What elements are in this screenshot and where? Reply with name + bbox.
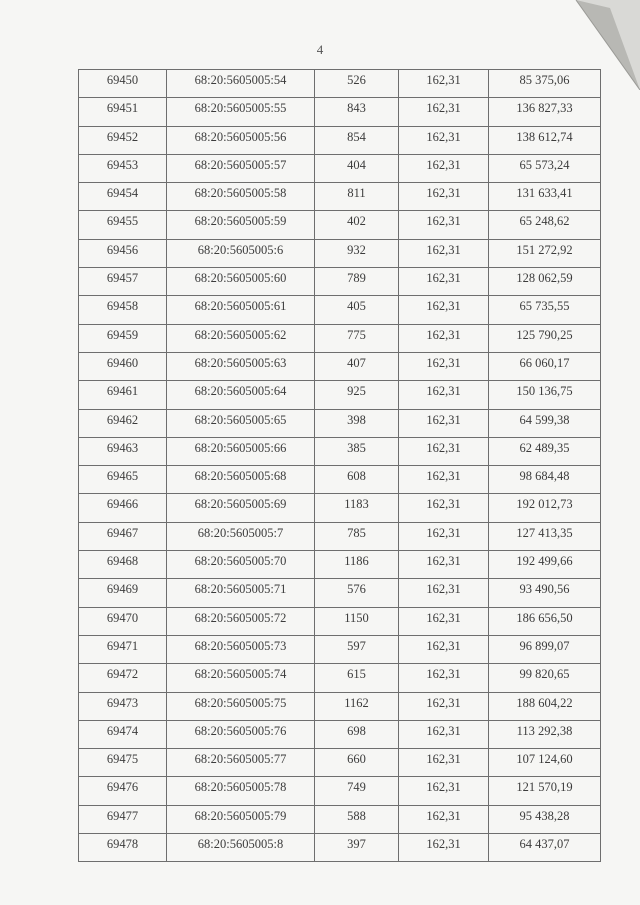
rate-cell: 162,31 (399, 98, 489, 126)
area-cell: 615 (315, 664, 399, 692)
area-cell: 1150 (315, 607, 399, 635)
value-cell: 99 820,65 (489, 664, 601, 692)
record-number-cell: 69458 (79, 296, 167, 324)
cadastral-number-cell: 68:20:5605005:78 (167, 777, 315, 805)
area-cell: 789 (315, 268, 399, 296)
area-cell: 660 (315, 749, 399, 777)
table-row (79, 296, 601, 324)
cadastral-number-cell: 68:20:5605005:74 (167, 664, 315, 692)
rate-cell: 162,31 (399, 70, 489, 98)
table-row (79, 607, 601, 635)
rate-cell: 162,31 (399, 437, 489, 465)
table-row (79, 834, 601, 862)
rate-cell: 162,31 (399, 154, 489, 182)
cadastral-number-cell: 68:20:5605005:66 (167, 437, 315, 465)
rate-cell: 162,31 (399, 720, 489, 748)
rate-cell: 162,31 (399, 268, 489, 296)
cadastral-number-cell: 68:20:5605005:69 (167, 494, 315, 522)
area-cell: 526 (315, 70, 399, 98)
record-number-cell: 69461 (79, 381, 167, 409)
area-cell: 576 (315, 579, 399, 607)
table-row (79, 522, 601, 550)
record-number-cell: 69450 (79, 70, 167, 98)
cadastral-number-cell: 68:20:5605005:62 (167, 324, 315, 352)
record-number-cell: 69473 (79, 692, 167, 720)
value-cell: 121 570,19 (489, 777, 601, 805)
value-cell: 66 060,17 (489, 352, 601, 380)
rate-cell: 162,31 (399, 466, 489, 494)
value-cell: 186 656,50 (489, 607, 601, 635)
value-cell: 98 684,48 (489, 466, 601, 494)
record-number-cell: 69451 (79, 98, 167, 126)
value-cell: 127 413,35 (489, 522, 601, 550)
record-number-cell: 69467 (79, 522, 167, 550)
rate-cell: 162,31 (399, 607, 489, 635)
area-cell: 932 (315, 239, 399, 267)
area-cell: 404 (315, 154, 399, 182)
area-cell: 775 (315, 324, 399, 352)
area-cell: 398 (315, 409, 399, 437)
rate-cell: 162,31 (399, 635, 489, 663)
rate-cell: 162,31 (399, 126, 489, 154)
value-cell: 107 124,60 (489, 749, 601, 777)
value-cell: 64 437,07 (489, 834, 601, 862)
table-row (79, 551, 601, 579)
area-cell: 785 (315, 522, 399, 550)
table-row (79, 352, 601, 380)
cadastral-number-cell: 68:20:5605005:73 (167, 635, 315, 663)
cadastral-number-cell: 68:20:5605005:71 (167, 579, 315, 607)
value-cell: 65 573,24 (489, 154, 601, 182)
value-cell: 113 292,38 (489, 720, 601, 748)
area-cell: 397 (315, 834, 399, 862)
table-row (79, 466, 601, 494)
rate-cell: 162,31 (399, 522, 489, 550)
rate-cell: 162,31 (399, 183, 489, 211)
value-cell: 188 604,22 (489, 692, 601, 720)
value-cell: 85 375,06 (489, 70, 601, 98)
cadastral-number-cell: 68:20:5605005:6 (167, 239, 315, 267)
rate-cell: 162,31 (399, 579, 489, 607)
record-number-cell: 69463 (79, 437, 167, 465)
record-number-cell: 69478 (79, 834, 167, 862)
registry-table (78, 69, 601, 862)
area-cell: 407 (315, 352, 399, 380)
cadastral-number-cell: 68:20:5605005:76 (167, 720, 315, 748)
table-row (79, 437, 601, 465)
cadastral-number-cell: 68:20:5605005:72 (167, 607, 315, 635)
value-cell: 95 438,28 (489, 805, 601, 833)
table-row (79, 239, 601, 267)
value-cell: 192 012,73 (489, 494, 601, 522)
value-cell: 65 735,55 (489, 296, 601, 324)
table-row (79, 664, 601, 692)
value-cell: 65 248,62 (489, 211, 601, 239)
cadastral-number-cell: 68:20:5605005:75 (167, 692, 315, 720)
value-cell: 64 599,38 (489, 409, 601, 437)
area-cell: 588 (315, 805, 399, 833)
cadastral-number-cell: 68:20:5605005:63 (167, 352, 315, 380)
value-cell: 192 499,66 (489, 551, 601, 579)
area-cell: 597 (315, 635, 399, 663)
table-row (79, 154, 601, 182)
record-number-cell: 69457 (79, 268, 167, 296)
record-number-cell: 69477 (79, 805, 167, 833)
record-number-cell: 69456 (79, 239, 167, 267)
table-row (79, 381, 601, 409)
rate-cell: 162,31 (399, 409, 489, 437)
area-cell: 1183 (315, 494, 399, 522)
cadastral-number-cell: 68:20:5605005:68 (167, 466, 315, 494)
cadastral-number-cell: 68:20:5605005:77 (167, 749, 315, 777)
record-number-cell: 69472 (79, 664, 167, 692)
record-number-cell: 69471 (79, 635, 167, 663)
value-cell: 151 272,92 (489, 239, 601, 267)
record-number-cell: 69469 (79, 579, 167, 607)
area-cell: 385 (315, 437, 399, 465)
table-row (79, 409, 601, 437)
value-cell: 93 490,56 (489, 579, 601, 607)
cadastral-number-cell: 68:20:5605005:70 (167, 551, 315, 579)
value-cell: 138 612,74 (489, 126, 601, 154)
rate-cell: 162,31 (399, 551, 489, 579)
cadastral-number-cell: 68:20:5605005:60 (167, 268, 315, 296)
rate-cell: 162,31 (399, 777, 489, 805)
value-cell: 131 633,41 (489, 183, 601, 211)
cadastral-number-cell: 68:20:5605005:65 (167, 409, 315, 437)
area-cell: 1162 (315, 692, 399, 720)
cadastral-number-cell: 68:20:5605005:55 (167, 98, 315, 126)
rate-cell: 162,31 (399, 749, 489, 777)
rate-cell: 162,31 (399, 324, 489, 352)
rate-cell: 162,31 (399, 805, 489, 833)
rate-cell: 162,31 (399, 692, 489, 720)
table-row (79, 805, 601, 833)
record-number-cell: 69476 (79, 777, 167, 805)
cadastral-number-cell: 68:20:5605005:56 (167, 126, 315, 154)
table-row (79, 70, 601, 98)
rate-cell: 162,31 (399, 664, 489, 692)
cadastral-number-cell: 68:20:5605005:61 (167, 296, 315, 324)
table-row (79, 98, 601, 126)
rate-cell: 162,31 (399, 211, 489, 239)
rate-cell: 162,31 (399, 296, 489, 324)
table-row (79, 211, 601, 239)
registry-table-body (79, 70, 601, 862)
table-row (79, 268, 601, 296)
cadastral-number-cell: 68:20:5605005:58 (167, 183, 315, 211)
page-number: 4 (316, 42, 324, 57)
record-number-cell: 69470 (79, 607, 167, 635)
table-row (79, 579, 601, 607)
area-cell: 698 (315, 720, 399, 748)
rate-cell: 162,31 (399, 352, 489, 380)
value-cell: 62 489,35 (489, 437, 601, 465)
value-cell: 96 899,07 (489, 635, 601, 663)
table-row (79, 692, 601, 720)
record-number-cell: 69474 (79, 720, 167, 748)
table-row (79, 749, 601, 777)
table-row (79, 324, 601, 352)
area-cell: 402 (315, 211, 399, 239)
cadastral-number-cell: 68:20:5605005:57 (167, 154, 315, 182)
record-number-cell: 69453 (79, 154, 167, 182)
record-number-cell: 69468 (79, 551, 167, 579)
cadastral-number-cell: 68:20:5605005:79 (167, 805, 315, 833)
cadastral-number-cell: 68:20:5605005:59 (167, 211, 315, 239)
area-cell: 749 (315, 777, 399, 805)
cadastral-number-cell: 68:20:5605005:54 (167, 70, 315, 98)
table-row (79, 635, 601, 663)
record-number-cell: 69459 (79, 324, 167, 352)
record-number-cell: 69475 (79, 749, 167, 777)
table-row (79, 777, 601, 805)
value-cell: 125 790,25 (489, 324, 601, 352)
rate-cell: 162,31 (399, 381, 489, 409)
table-row (79, 126, 601, 154)
value-cell: 136 827,33 (489, 98, 601, 126)
area-cell: 1186 (315, 551, 399, 579)
area-cell: 854 (315, 126, 399, 154)
area-cell: 811 (315, 183, 399, 211)
cadastral-number-cell: 68:20:5605005:7 (167, 522, 315, 550)
record-number-cell: 69452 (79, 126, 167, 154)
table-row (79, 183, 601, 211)
value-cell: 128 062,59 (489, 268, 601, 296)
record-number-cell: 69465 (79, 466, 167, 494)
table-row (79, 720, 601, 748)
record-number-cell: 69455 (79, 211, 167, 239)
record-number-cell: 69454 (79, 183, 167, 211)
area-cell: 925 (315, 381, 399, 409)
area-cell: 608 (315, 466, 399, 494)
area-cell: 405 (315, 296, 399, 324)
record-number-cell: 69460 (79, 352, 167, 380)
rate-cell: 162,31 (399, 494, 489, 522)
cadastral-number-cell: 68:20:5605005:64 (167, 381, 315, 409)
rate-cell: 162,31 (399, 239, 489, 267)
rate-cell: 162,31 (399, 834, 489, 862)
cadastral-number-cell: 68:20:5605005:8 (167, 834, 315, 862)
value-cell: 150 136,75 (489, 381, 601, 409)
record-number-cell: 69462 (79, 409, 167, 437)
area-cell: 843 (315, 98, 399, 126)
record-number-cell: 69466 (79, 494, 167, 522)
table-row (79, 494, 601, 522)
